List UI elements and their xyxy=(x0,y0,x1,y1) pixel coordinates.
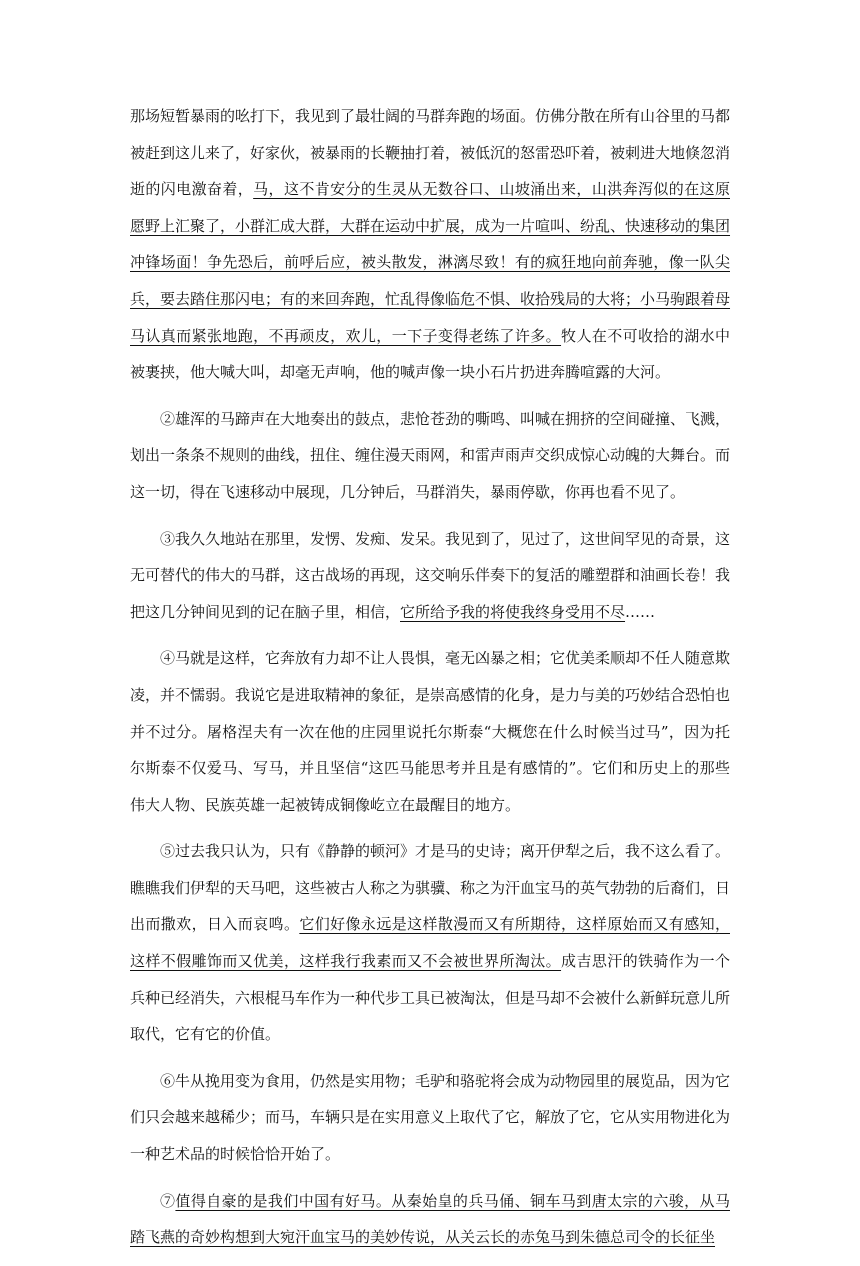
paragraph-text: ⑥牛从挽用变为食用，仍然是实用物；毛驴和骆驼将会成为动物园里的展览品，因为它们只会越来越稀少；而马，车辆只是在实用意义上取代了它，解放了它，它从实用物进化为一种艺术品的时候恰恰开始了。 xyxy=(130,1071,731,1164)
paragraph-text: ④马就是这样，它奔放有力却不让人畏惧，毫无凶暴之相；它优美柔顺却不任人随意欺凌，并不懦弱。我说它是进取精神的象征，是崇高感情的化身，是力与美的巧妙结合恐怕也并不过分。屠格涅夫有一次在他的庄园里说托尔斯泰“大概您在什么时候当过马”，因为托尔斯泰不仅爱马、写马，并且坚信“这匹马能思考并且是有感情的”。它们和历史上的那些伟大人物、民族英雄一起被铸成铜像屹立在最醒目的地方。 xyxy=(130,649,731,814)
paragraph-5 xyxy=(130,833,730,1053)
paragraph-text: ⑤过去我只认为，只有《静静的顿河》才是马的史诗；离开伊犁之后，我不这么看了。瞧瞧我们伊犁的天马吧，这些被古人称之为骐骥、称之为汗血宝马的英气勃勃的后裔们，日出而撒欢，日入而哀鸣。 xyxy=(130,842,731,934)
paragraph-text: 成吉思汗的铁骑作为一个兵种已经消失，六根棍马车作为一种代步工具已被淘汰，但是马却不会被什么新鲜玩意儿所取代，它有它的价值。 xyxy=(130,952,731,1044)
paragraph-text: 牧人在不可收拾的湖水中被裹挟，他大喊大叫，却毫无声响，他的喊声像一块小石片扔进奔腾喧露的大河。 xyxy=(130,326,730,382)
paragraph-text: ③我久久地站在那里，发愣、发痴、发呆。我见到了，见过了，这世间罕见的奇景，这无可替代的伟大的马群，这古战场的再现，这交响乐伴奏下的复活的雕塑群和油画长卷！我把这几分钟间见到的记在脑子里，相信， xyxy=(130,529,731,621)
paragraph-3 xyxy=(130,521,730,631)
paragraph-7 xyxy=(130,1183,730,1256)
paragraph-6 xyxy=(130,1063,730,1173)
underlined-text: 它所给予我的将使我终身受用不尽 xyxy=(400,602,626,621)
paragraph-text: …… xyxy=(625,602,656,621)
paragraph-2 xyxy=(130,401,730,511)
underlined-text: 它们好像永远是这样散漫而又有所期待，这样原始而又有感知，这样不假雕饰而又优美，这样我行我素而又不会被世界所淘汰。 xyxy=(130,915,730,971)
paragraph-text: ②雄浑的马蹄声在大地奏出的鼓点，悲怆苍劲的嘶鸣、叫喊在拥挤的空间碰撞、飞溅，划出一条条不规则的曲线，扭住、缠住漫天雨网，和雷声雨声交织成惊心动魄的大舞台。而这一切，得在飞速移动中展现，几分钟后，马群消失，暴雨停歇，你再也看不见了。 xyxy=(130,409,731,501)
article-body xyxy=(130,98,730,1266)
underlined-text: 马，这不肯安分的生灵从无数谷口、山坡涌出来，山洪奔泻似的在这原愿野上汇聚了，小群汇成大群，大群在运动中扩展，成为一片喧叫、纷乱、快速移动的集团冲锋场面！争先恐后，前呼后应，被头散发，淋漓尽致！有的疯狂地向前奔驰，像一队尖兵，要去踏住那闪电；有的来回奔跑，忙乱得像临危不惧、收拾残局的大将；小马驹跟着母马认真而紧张地跑，不再顽皮，欢儿，一下子变得老练了许多。 xyxy=(130,180,731,345)
paragraph-text: ⑦ xyxy=(160,1191,176,1210)
underlined-text: 值得自豪的是我们中国有好马。从秦始皇的兵马俑、铜车马到唐太宗的六骏，从马踏飞燕的奇妙构想到大宛汗血宝马的美妙传说，从关云长的赤兔马到朱德总司令的长征坐 xyxy=(130,1191,730,1247)
paragraph-1 xyxy=(130,98,730,391)
paragraph-text: 那场短暂暴雨的吆打下，我见到了最壮阔的马群奔跑的场面。仿佛分散在所有山谷里的马都被赶到这儿来了，好家伙，被暴雨的长鞭抽打着，被低沉的怒雷恐吓着，被刺进大地倏忽消逝的闪电激奋着， xyxy=(130,107,731,199)
paragraph-4 xyxy=(130,640,730,823)
